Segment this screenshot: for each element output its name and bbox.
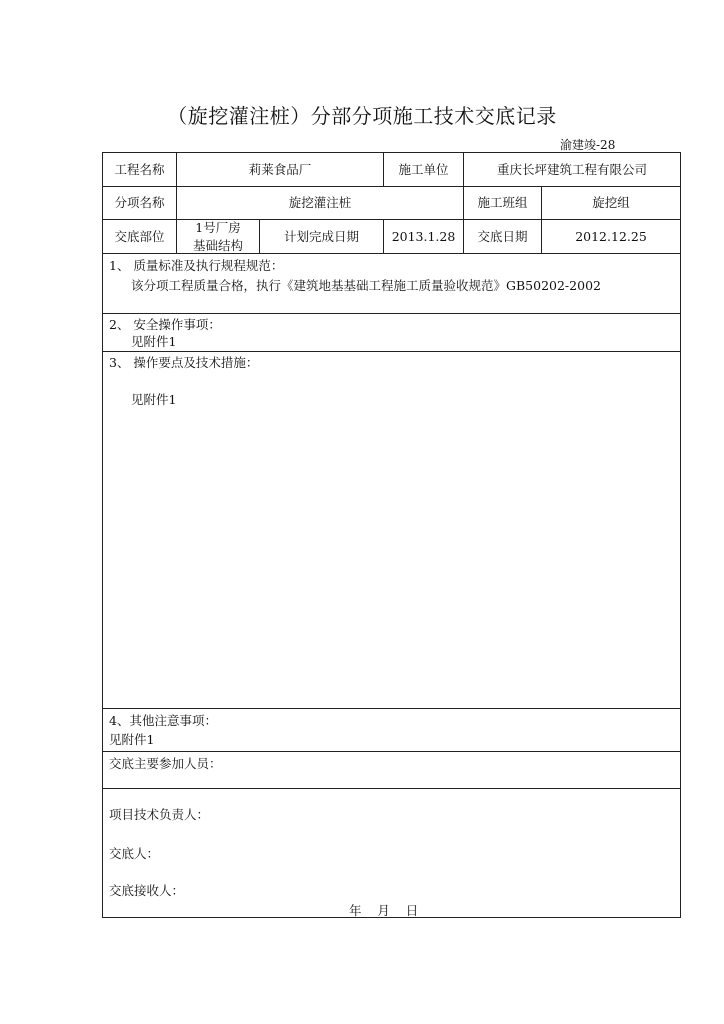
section-body: 见附件1	[131, 334, 177, 349]
project-name-value: 莉莱食品厂	[176, 152, 384, 187]
team-label: 施工班组	[463, 186, 542, 220]
signature-block	[102, 788, 681, 918]
item-name-label: 分项名称	[102, 186, 177, 220]
project-name-label: 工程名称	[102, 152, 177, 187]
construction-unit-label: 施工单位	[383, 152, 464, 187]
participants-label: 交底主要参加人员：	[109, 756, 222, 771]
item-name-value: 旋挖灌注桩	[176, 186, 464, 220]
team-value: 旋挖组	[541, 186, 681, 220]
section-safety	[102, 313, 681, 352]
tech-lead-signature-label: 项目技术负责人：	[109, 807, 210, 822]
section-heading: 3、 操作要点及技术措施：	[109, 355, 259, 370]
section-quality-standards	[102, 253, 681, 314]
section-other-notes	[102, 708, 681, 752]
briefing-date-label: 交底日期	[463, 219, 542, 254]
receiver-signature-label: 交底接收人：	[109, 883, 185, 898]
construction-unit-value: 重庆长坪建筑工程有限公司	[463, 152, 681, 187]
part-value-line2: 基础结构	[192, 237, 243, 253]
section-body: 见附件1	[131, 392, 177, 407]
form-code: 渝建竣-28	[560, 138, 616, 152]
section-heading: 2、 安全操作事项：	[109, 317, 221, 332]
participants-row	[102, 751, 681, 789]
section-heading: 1、 质量标准及执行规程规范：	[109, 258, 284, 273]
presenter-signature-label: 交底人：	[109, 846, 160, 861]
section-heading: 4、其他注意事项：	[109, 713, 217, 728]
planned-date-label: 计划完成日期	[259, 219, 384, 254]
briefing-date-value: 2012.12.25	[541, 219, 681, 254]
section-body: 该分项工程质量合格，执行《建筑地基基础工程施工质量验收规范》GB50202-2002	[131, 278, 601, 293]
section-key-points	[102, 351, 681, 709]
planned-date-value: 2013.1.28	[383, 219, 464, 254]
part-value	[176, 219, 260, 254]
section-body: 见附件1	[109, 732, 155, 747]
part-value-line1: 1号厂房	[195, 219, 241, 235]
document-title: （旋挖灌注桩）分部分项施工技术交底记录	[167, 104, 557, 128]
part-label: 交底部位	[102, 219, 177, 254]
signature-date: 年 月 日	[349, 903, 419, 918]
